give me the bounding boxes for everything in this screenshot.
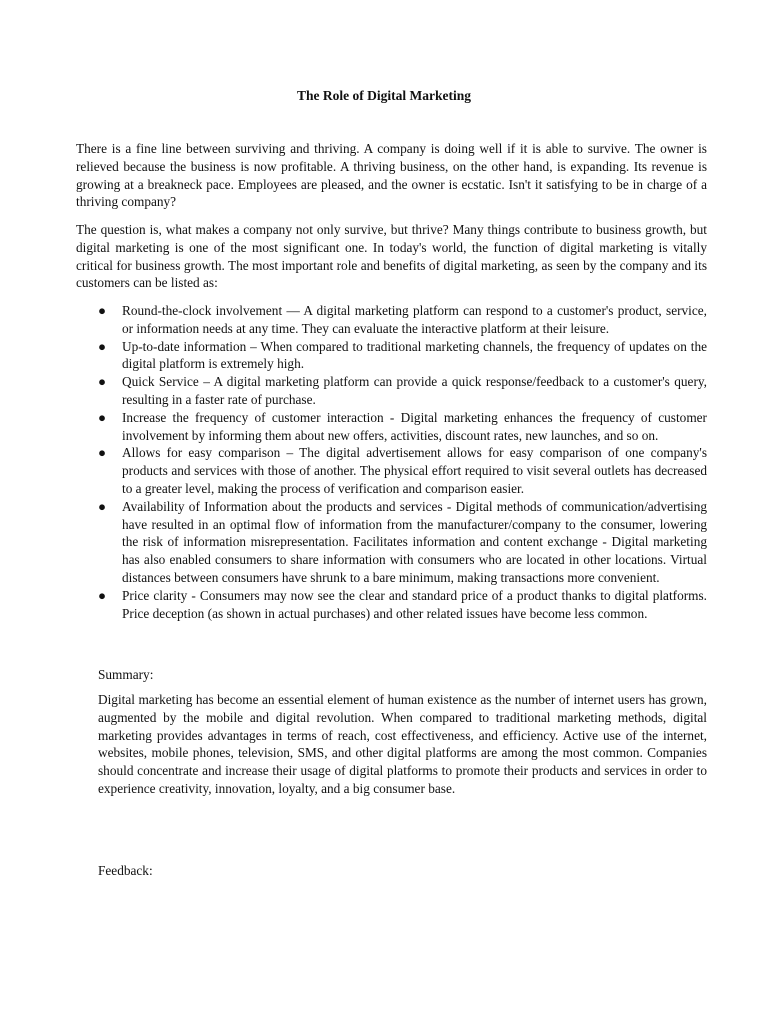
list-item-text: Quick Service – A digital marketing platform can provide a quick response/feedback to a customer's query, resulting in a faster rate of purchase. [122, 374, 707, 407]
bullet-icon: ● [98, 409, 107, 425]
feedback-heading: Feedback: [98, 863, 153, 878]
bullet-icon: ● [98, 445, 107, 461]
summary-paragraph: Digital marketing has become an essential element of human existence as the number of internet users has grown, augmented by the mobile and digital revolution. When compared to traditional marketing methods, digital marketing provides advantages in terms of reach, cost effectiveness, and efficiency. Active use of the internet, websites, mobile phones, television, SMS, and other digital platforms are among the most common. Companies should concentrate and increase their usage of digital platforms to promote their products and services in order to experience creativity, innovation, loyalty, and a big consumer base. [98, 692, 707, 796]
list-item [76, 444, 707, 497]
list-item [76, 302, 707, 338]
list-item-text: Round-the-clock involvement — A digital marketing platform can respond to a customer's product, service, or information needs at any time. They can evaluate the interactive platform at their leisure. [122, 303, 707, 336]
intro-paragraph: There is a fine line between surviving and thriving. A company is doing well if it is able to survive. The owner is relieved because the business is now profitable. A thriving business, on the other hand, is expanding. Its revenue is growing at a breakneck pace. Employees are pleased, and the owner is ecstatic. Isn't it satisfying to be in charge of a thriving company? [76, 141, 707, 210]
list-item-text: Price clarity - Consumers may now see the clear and standard price of a product thanks to digital platforms. Price deception (as shown in actual purchases) and other related issues have become less common. [122, 587, 707, 621]
list-item-text: Increase the frequency of customer interaction - Digital marketing enhances the frequency of customer involvement by informing them about new offers, activities, discount rates, new launches, and so on. [122, 409, 707, 443]
bullet-icon: ● [98, 338, 107, 354]
bullet-icon: ● [98, 498, 107, 514]
list-item [76, 373, 707, 409]
bullet-icon: ● [98, 374, 107, 390]
list-item-text: Allows for easy comparison – The digital advertisement allows for easy comparison of one company's products and services with those of another. The physical effort required to visit several outlets has decreased to a greater level, making the process of verification and comparison easier. [122, 445, 707, 496]
list-item [76, 338, 707, 374]
benefits-list [76, 302, 707, 622]
list-item [76, 498, 707, 587]
bullet-icon: ● [98, 303, 107, 318]
question-paragraph: The question is, what makes a company not only survive, but thrive? Many things contribute to business growth, but digital marketing is one of the most significant one. In today's world, the function of digital marketing is vitally critical for business growth. The most important role and benefits of digital marketing, as seen by the company and its customers can be listed as: [76, 222, 707, 291]
list-item-text: Up-to-date information – When compared to traditional marketing channels, the frequency of updates on the digital platform is extremely high. [122, 338, 707, 372]
summary-heading: Summary: [98, 667, 154, 682]
document-title: The Role of Digital Marketing [297, 88, 471, 103]
list-item-text: Availability of Information about the products and services - Digital methods of communication/advertising have resulted in an optimal flow of information from the manufacturer/company to the consumer, lowering the risk of information misrepresentation. Facilitates information and content exchange - Digital marketing has also enabled consumers to share information with consumers who are located in other locations. Virtual distances between consumers have shrunk to a bare minimum, making transactions more convenient. [122, 498, 707, 585]
bullet-icon: ● [98, 587, 107, 603]
list-item [76, 587, 707, 623]
list-item [76, 409, 707, 445]
